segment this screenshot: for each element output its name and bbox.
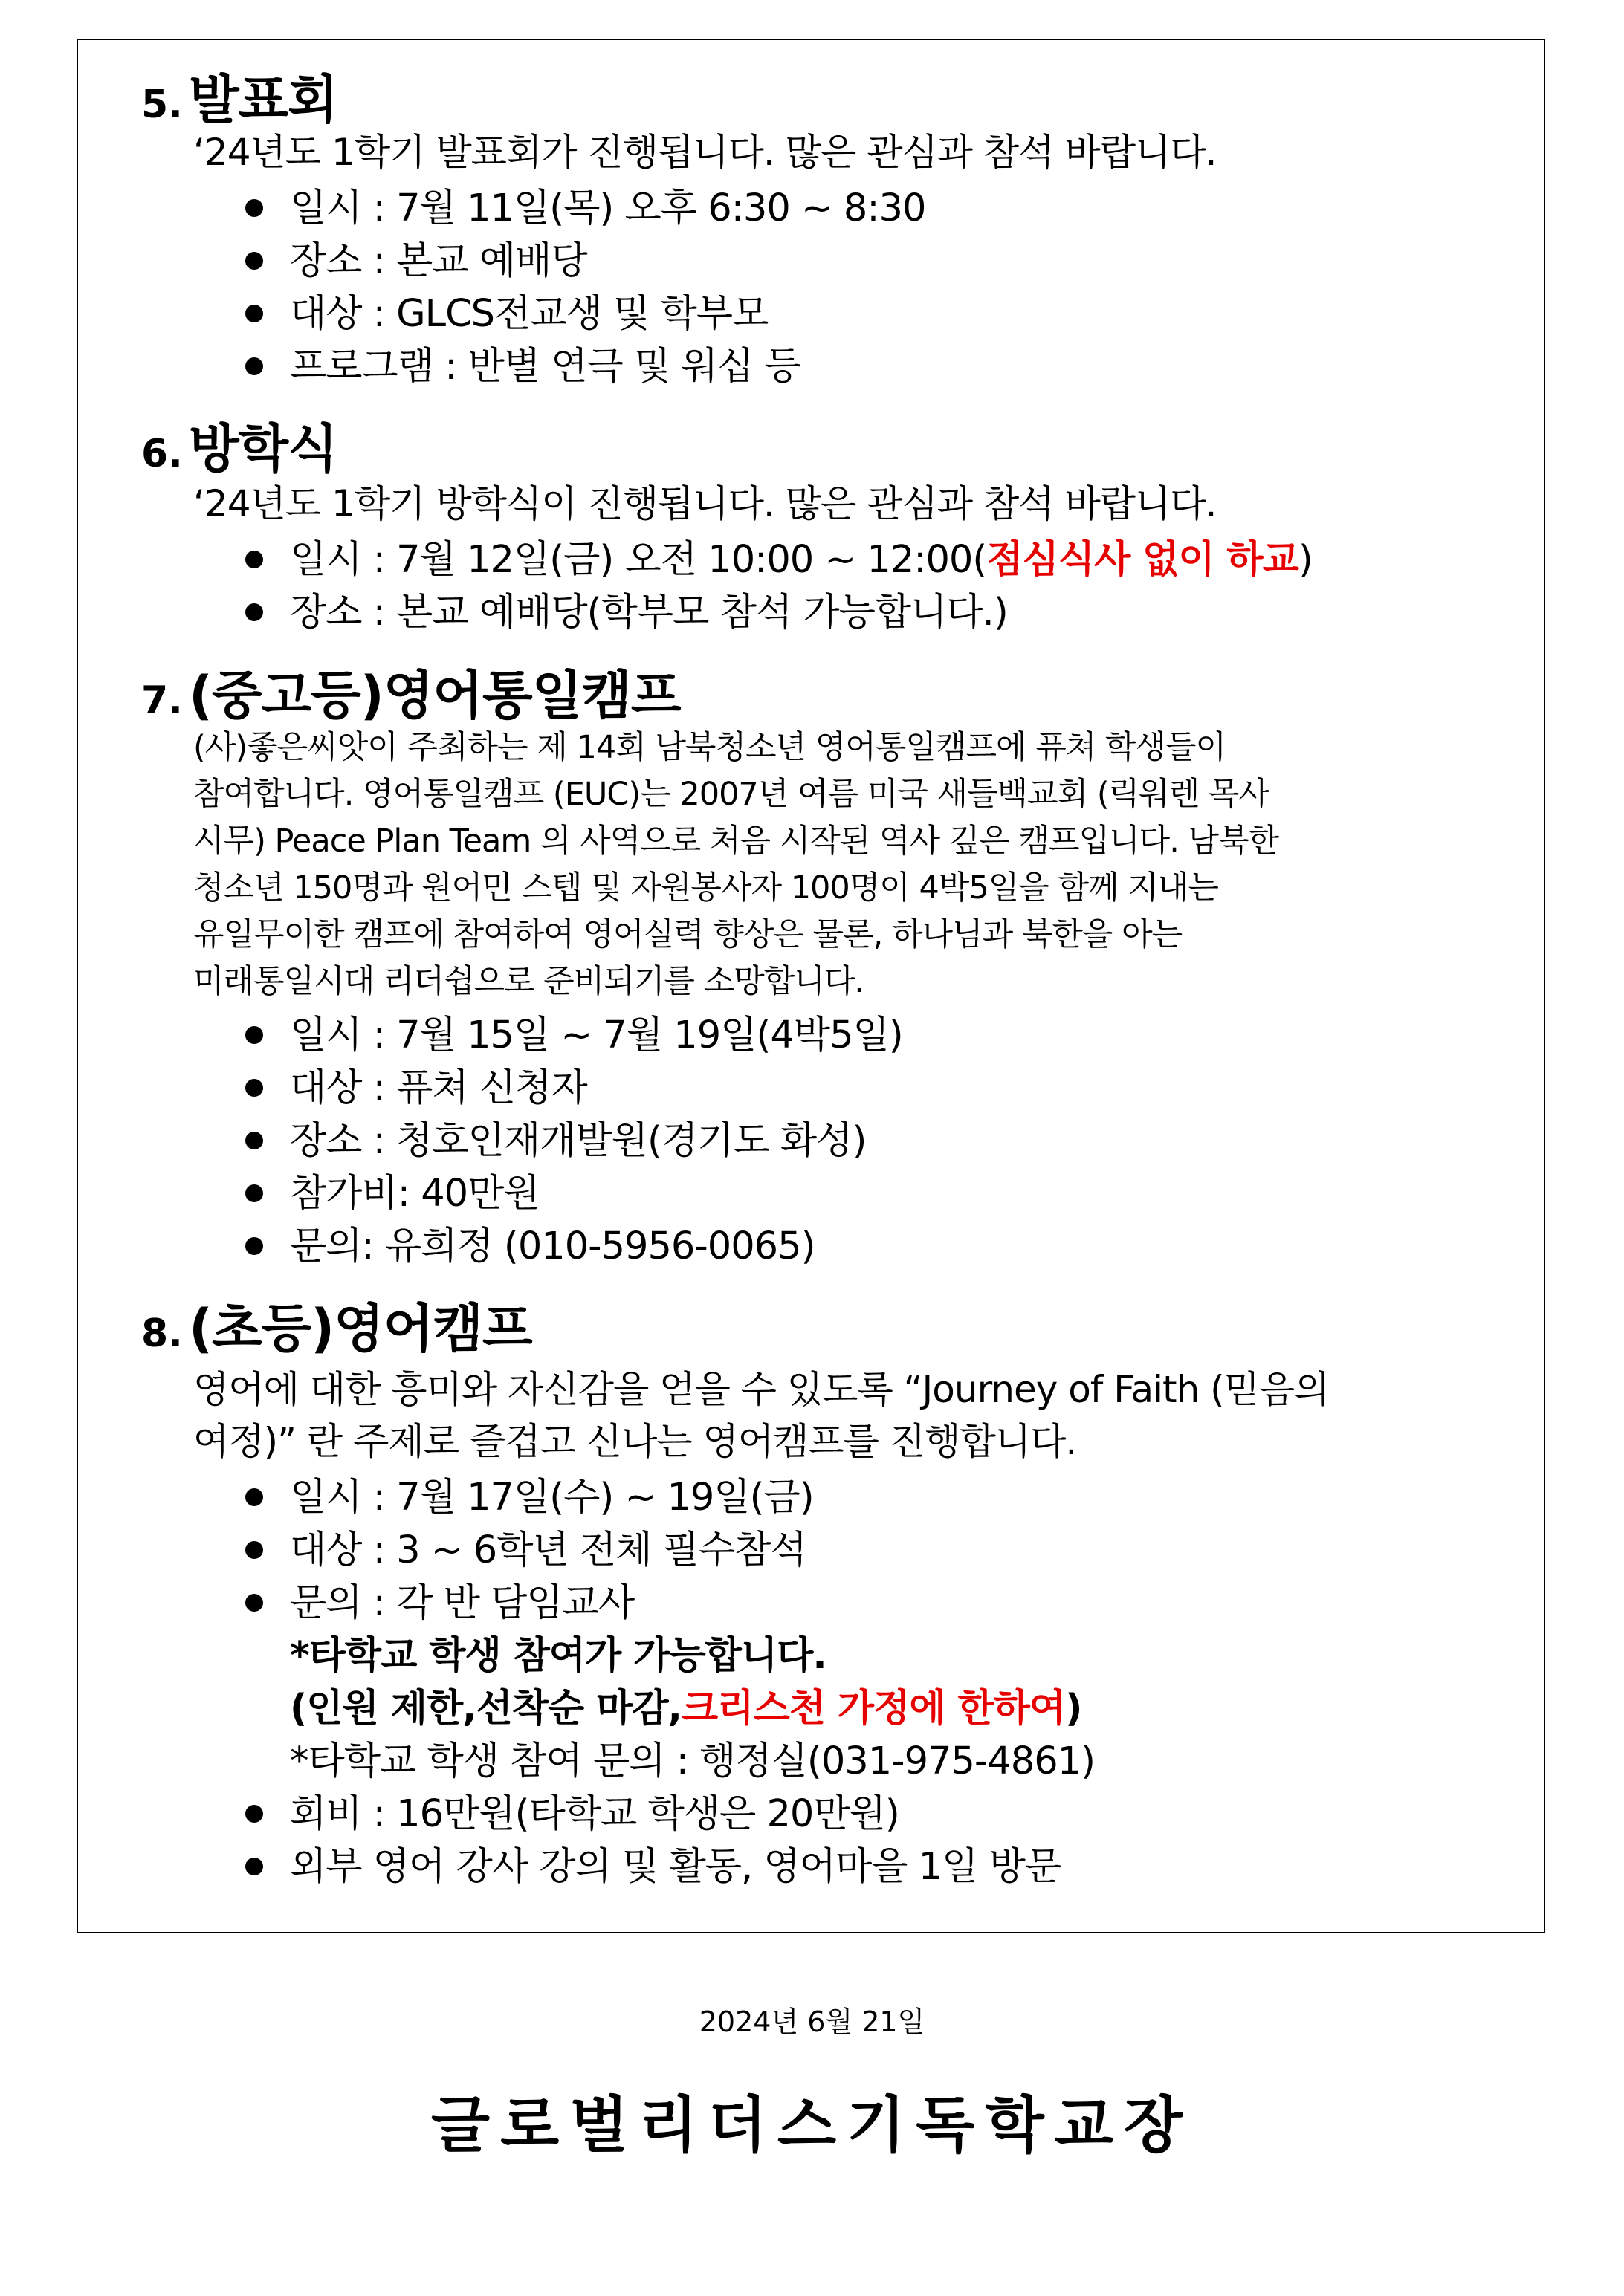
list-item: 회비 : 16만원(타학교 학생은 20만원): [245, 1788, 1095, 1841]
list-item: 대상 : GLCS전교생 및 학부모: [245, 288, 925, 340]
list-item: 일시 : 7월 15일 ~ 7월 19일(4박5일): [245, 1009, 903, 1062]
section-7-heading: [141, 654, 681, 729]
principal-signature: 글로벌리더스기독학교장: [430, 2090, 1194, 2161]
section-number: 8.: [141, 1311, 183, 1356]
section-5-heading: [141, 58, 337, 133]
list-item: 문의: 유희정 (010-5956-0065): [245, 1220, 903, 1273]
bullet-icon: [245, 1237, 263, 1255]
section-8-heading: [141, 1287, 532, 1362]
list-item: 장소 : 본교 예배당(학부모 참석 가능합니다.): [245, 586, 1313, 639]
section-number: 7.: [141, 678, 183, 723]
section-number: 5.: [141, 82, 183, 127]
section-7-paragraph: (사)좋은씨앗이 주최하는 제 14회 남북청소년 영어통일캠프에 퓨쳐 학생들이 참여합니다. 영어통일캠프 (EUC)는 2007년 여름 미국 새들백교회 (릭워렌 목사 시무) Peace Plan Team 의 사역으로 처음 시작된 역사 깊은 캠프입니다. 남북한 청소년 150명과 원어민 스텝 및 자원봉사자 100명이 4박5일을 함께 지내는 유일무이한 캠프에 참여하여 영어실력 향상은 물론, 하나님과 북한을 아는 미래통일시대 리더쉽으로 준비되기를 소망합니다.: [193, 729, 1279, 1000]
section-6-intro: ‘24년도 1학기 방학식이 진행됩니다. 많은 관심과 참석 바랍니다.: [193, 482, 1217, 525]
bullet-icon: [245, 1026, 263, 1044]
list-item: 장소 : 본교 예배당: [245, 235, 925, 288]
list-item: 일시 : 7월 17일(수) ~ 19일(금): [245, 1471, 1095, 1524]
section-title: (초등)영어캠프: [188, 1298, 532, 1359]
section-6-bullets: [245, 534, 1313, 639]
list-item: 대상 : 3 ~ 6학년 전체 필수참석: [245, 1524, 1095, 1577]
section-title: (중고등)영어통일캠프: [188, 665, 681, 726]
bullet-icon: [245, 305, 263, 322]
section-5-intro: ‘24년도 1학기 발표회가 진행됩니다. 많은 관심과 참석 바랍니다.: [193, 131, 1217, 174]
other-school-note: *타학교 학생 참여가 가능합니다.: [290, 1634, 826, 1678]
list-item: 일시 : 7월 11일(목) 오후 6:30 ~ 8:30: [245, 182, 925, 235]
list-item: 대상 : 퓨쳐 신청자: [245, 1062, 903, 1115]
bullet-icon: [245, 1805, 263, 1823]
emphasis-text: 크리스천 가정에 한하여: [681, 1687, 1066, 1731]
bullet-icon: [245, 1132, 263, 1149]
section-number: 6.: [141, 432, 183, 476]
list-item: 프로그램 : 반별 연극 및 워십 등: [245, 340, 925, 393]
section-7-bullets: [245, 1009, 903, 1273]
participation-conditions: (인원 제한,선착순 마감,크리스천 가정에 한하여): [290, 1687, 1082, 1731]
list-item: 외부 영어 강사 강의 및 활동, 영어마을 1일 방문: [245, 1841, 1095, 1893]
bullet-icon: [245, 1079, 263, 1097]
section-8-intro: 영어에 대한 흥미와 자신감을 얻을 수 있도록 “Journey of Faith (믿음의 여정)” 란 주제로 즐겁고 신나는 영어캠프를 진행합니다.: [193, 1368, 1330, 1463]
list-item: 일시 : 7월 12일(금) 오전 10:00 ~ 12:00(점심식사 없이 하교): [245, 534, 1313, 586]
list-item: 장소 : 청호인재개발원(경기도 화성): [245, 1115, 903, 1167]
issue-date: 2024년 6월 21일: [699, 2005, 925, 2038]
bullet-icon: [245, 1594, 263, 1612]
section-6-heading: [141, 407, 337, 482]
bullet-icon: [245, 1858, 263, 1875]
bullet-icon: [245, 1541, 263, 1559]
bullet-icon: [245, 551, 263, 568]
list-item: 문의 : 각 반 담임교사 *타학교 학생 참여가 가능합니다. (인원 제한,선착순 마감,크리스천 가정에 한하여) *타학교 학생 참여 문의 : 행정실(031-975-4861): [245, 1577, 1095, 1788]
section-title: 방학식: [188, 418, 337, 479]
bullet-icon: [245, 1184, 263, 1202]
list-item: 참가비: 40만원: [245, 1167, 903, 1220]
contact-note: *타학교 학생 참여 문의 : 행정실(031-975-4861): [290, 1739, 1096, 1783]
emphasis-text: 점심식사 없이 하교: [986, 538, 1298, 582]
bullet-icon: [245, 199, 263, 217]
bullet-icon: [245, 252, 263, 270]
section-title: 발표회: [188, 69, 337, 130]
section-8-bullets: [245, 1471, 1095, 1893]
bullet-icon: [245, 603, 263, 621]
section-5-bullets: [245, 182, 925, 393]
bullet-icon: [245, 357, 263, 375]
bullet-icon: [245, 1488, 263, 1506]
